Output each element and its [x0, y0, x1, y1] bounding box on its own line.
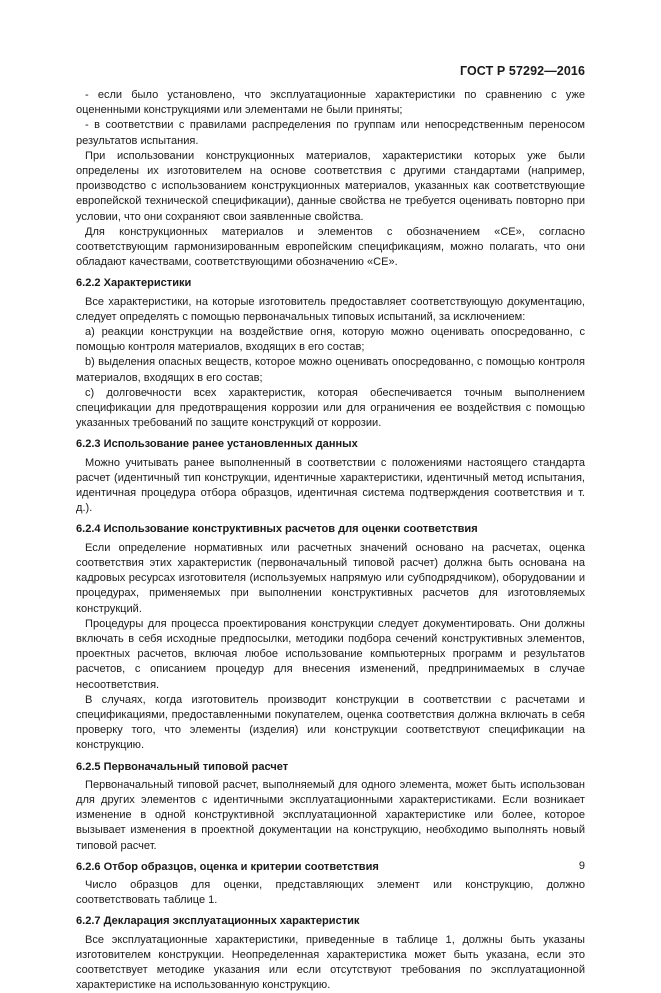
paragraph: - в соответствии с правилами распределения по группам или непосредственным переносом результатов испытания.	[76, 119, 585, 147]
section-heading: 6.2.2 Характеристики	[76, 277, 192, 290]
paragraph: Можно учитывать ранее выполненный в соответствии с положениями настоящего стандарта расчет (идентичный тип конструкции, идентичные характеристики, идентичный метод испытания, идентичная процедура отбора образцов, идентичная система подтверждения соответствия и т. д.).	[76, 456, 585, 515]
page-number: 9	[578, 860, 585, 872]
paragraph: Если определение нормативных или расчетных значений основано на расчетах, оценка соответствия этих характеристик (первоначальный типовой расчет) должна быть основана на кадровых ресурсах изготовителя (используемых напрямую или субподрядчиком), оборудовании и процедурах, применяемых при выполнении конструктивных расчетов для изготовляемых конструкций.	[76, 541, 585, 615]
section-heading: 6.2.7 Декларация эксплуатационных характеристик	[76, 915, 360, 928]
section-heading: 6.2.5 Первоначальный типовой расчет	[76, 760, 289, 773]
paragraph: Процедуры для процесса проектирования конструкции следует документировать. Они должны включать в себя исходные предпосылки, методики подбора сечений конструктивных элементов, проектных расчетов, включая любое использование компьютерных программ и результатов расчетов, с описанием процедур для внесения изменений, предпринимаемых в случае несоответствия.	[76, 617, 585, 691]
list-item: a) реакции конструкции на воздействие огня, которую можно оценивать опосредованно, с помощью контроля материалов, входящих в его состав;	[76, 326, 585, 354]
list-item: c) долговечности всех характеристик, которая обеспечивается точным выполнением спецификации для предотвращения коррозии или для ограничения ее воздействия с помощью указанных требований по защите конструкций от коррозии.	[76, 386, 585, 430]
paragraph: Все характеристики, на которые изготовитель предоставляет соответствующую документацию, следует определять с помощью первоначальных типовых испытаний, за исключением:	[76, 295, 585, 323]
paragraph: Первоначальный типовой расчет, выполняемый для одного элемента, может быть использован для других элементов с идентичными эксплуатационными характеристиками. Если возникает изменение в одной конструктивной эксплуатационной характеристике или более, которое вызывает изменения в проектной документации на конструкцию, необходимо выполнять новый типовой расчет.	[76, 778, 585, 852]
section-heading: 6.2.6 Отбор образцов, оценка и критерии соответствия	[76, 860, 379, 873]
section-heading: 6.2.3 Использование ранее установленных данных	[76, 438, 358, 451]
paragraph: Число образцов для оценки, представляющих элемент или конструкцию, должно соответствовать таблице 1.	[76, 878, 585, 907]
list-item: b) выделения опасных веществ, которое можно оценивать опосредованно, с помощью контроля материалов, входящих в его состав;	[76, 356, 585, 384]
document-body	[76, 88, 585, 993]
paragraph: Все эксплуатационные характеристики, приведенные в таблице 1, должны быть указаны изготовителем конструкции. Неопределенная характеристика может быть указана, если это соответствует методике указания или если отсутствуют требования по эксплуатационной характеристике на использованную конструкцию.	[76, 933, 585, 992]
paragraph: При использовании конструкционных материалов, характеристики которых уже были определены их изготовителем на основе соответствия с другими стандартами (например, производство с использованием конструкционных материалов, указанных как соответствующие европейской технической спецификации), данные свойства не требуется оценивать повторно при условии, что они сохраняют свои заявленные свойства.	[76, 149, 585, 223]
section-heading: 6.2.4 Использование конструктивных расчетов для оценки соответствия	[76, 523, 478, 536]
paragraph: - если было установлено, что эксплуатационные характеристики по сравнению с уже оцененными конструкциями или элементами не были приняты;	[76, 89, 585, 117]
document-header: ГОСТ Р 57292—2016	[459, 64, 585, 78]
paragraph: В случаях, когда изготовитель производит конструкции в соответствии с расчетами и спецификациями, предоставленными покупателем, оценка соответствия должна включать в себя проверку того, что элементы (изделия) или конструкции соответствуют спецификации на конструкцию.	[76, 693, 585, 752]
paragraph: Для конструкционных материалов и элементов с обозначением «CE», согласно соответствующим гармонизированным европейским спецификациям, можно полагать, что они обладают качествами, соответствующими обозначению «CE».	[76, 225, 585, 269]
